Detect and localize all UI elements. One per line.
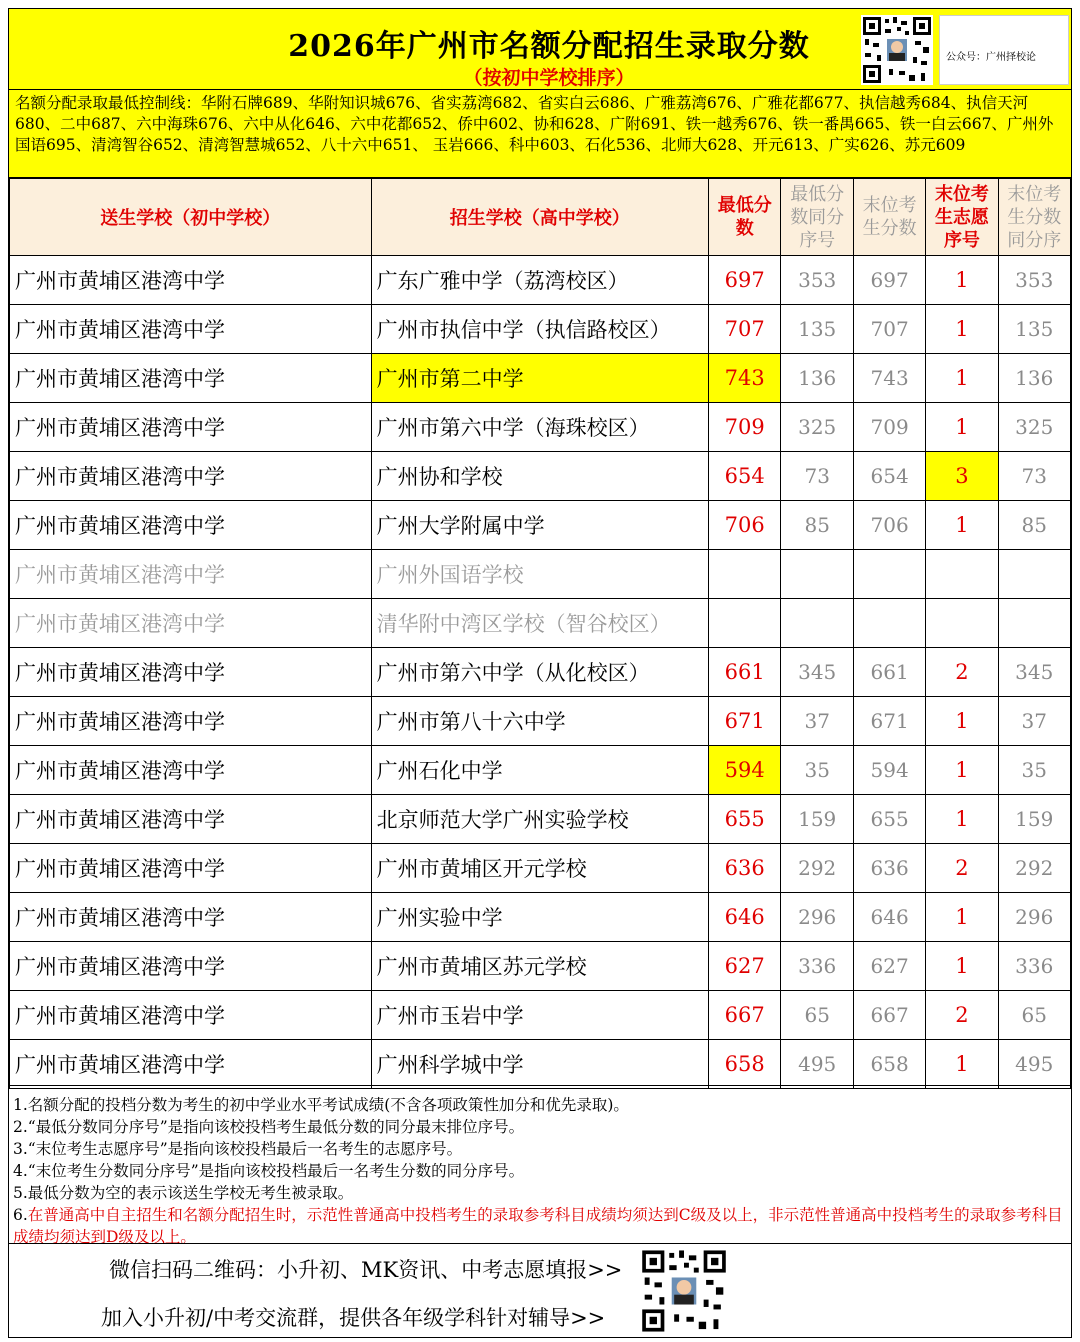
min-rank-cell: 296 bbox=[781, 893, 853, 942]
score-sheet bbox=[8, 8, 1072, 1338]
note-4: 4.“末位考生分数同分序号”是指向该校投档最后一名考生分数的同分序号。 bbox=[13, 1162, 525, 1180]
header-send-school: 送生学校（初中学校） bbox=[10, 179, 372, 256]
send-school-cell: 广州市黄埔区港湾中学 bbox=[10, 501, 372, 550]
send-school-cell: 广州市黄埔区港湾中学 bbox=[10, 697, 372, 746]
send-school-cell: 广州市黄埔区港湾中学 bbox=[10, 795, 372, 844]
min-score-cell: 654 bbox=[708, 452, 780, 501]
recv-school-cell: 广州石化中学 bbox=[371, 746, 708, 795]
min-rank-cell: 35 bbox=[781, 746, 853, 795]
send-school-cell: 广州市黄埔区港湾中学 bbox=[10, 452, 372, 501]
footer bbox=[9, 1243, 1071, 1338]
min-score-notice: 名额分配录取最低控制线：华附石牌689、华附知识城676、省实荔湾682、省实白云686、广雅荔湾676、广雅花都677、执信越秀684、执信天河680、二中687、六中海珠676、六中从化646、六中花都652、侨中602、协和628、广附691、铁一越秀676、铁一番禺665、铁一白云667、广州外国语695、清湾智谷652、清湾智慧城652、八十六中651、 玉岩666、科中603、石化536、北师大628、开元613、广实626、苏元609 bbox=[9, 90, 1071, 178]
last-choice-cell: 1 bbox=[926, 1040, 998, 1089]
min-rank-cell: 65 bbox=[781, 991, 853, 1040]
table-row bbox=[10, 795, 1071, 844]
last-rank-cell: 336 bbox=[998, 942, 1071, 991]
recv-school-cell: 广州科学城中学 bbox=[371, 1040, 708, 1089]
last-choice-cell: 2 bbox=[926, 648, 998, 697]
min-rank-cell bbox=[781, 550, 853, 599]
table-row bbox=[10, 599, 1071, 648]
min-rank-cell: 345 bbox=[781, 648, 853, 697]
last-rank-cell: 325 bbox=[998, 403, 1071, 452]
table-row bbox=[10, 550, 1071, 599]
last-score-cell: 743 bbox=[853, 354, 925, 403]
last-score-cell: 658 bbox=[853, 1040, 925, 1089]
header-min-score: 最低分数 bbox=[708, 179, 780, 256]
notes-section bbox=[9, 1085, 1071, 1246]
last-rank-cell bbox=[998, 599, 1071, 648]
min-score-cell bbox=[708, 599, 780, 648]
note-2: 2.“最低分数同分序号”是指向该校投档考生最低分数的同分最末排位序号。 bbox=[13, 1118, 525, 1136]
last-score-cell: 706 bbox=[853, 501, 925, 550]
min-rank-cell: 495 bbox=[781, 1040, 853, 1089]
send-school-cell: 广州市黄埔区港湾中学 bbox=[10, 256, 372, 305]
last-choice-cell: 2 bbox=[926, 991, 998, 1040]
header-last-choice: 末位考生志愿序号 bbox=[926, 179, 998, 256]
last-score-cell: 594 bbox=[853, 746, 925, 795]
min-score-cell: 658 bbox=[708, 1040, 780, 1089]
min-rank-cell: 136 bbox=[781, 354, 853, 403]
min-score-cell: 671 bbox=[708, 697, 780, 746]
min-score-cell: 667 bbox=[708, 991, 780, 1040]
min-score-cell: 646 bbox=[708, 893, 780, 942]
last-choice-cell: 1 bbox=[926, 354, 998, 403]
min-score-cell: 594 bbox=[708, 746, 780, 795]
send-school-cell: 广州市黄埔区港湾中学 bbox=[10, 599, 372, 648]
page-title: 2026年广州市名额分配招生录取分数 bbox=[288, 29, 810, 64]
table-row bbox=[10, 697, 1071, 746]
recv-school-cell: 广州大学附属中学 bbox=[371, 501, 708, 550]
recv-school-cell: 清华附中湾区学校（智谷校区） bbox=[371, 599, 708, 648]
header-min-rank: 最低分数同分序号 bbox=[781, 179, 853, 256]
recv-school-cell: 广州外国语学校 bbox=[371, 550, 708, 599]
header-last-score: 末位考生分数 bbox=[853, 179, 925, 256]
last-choice-cell bbox=[926, 599, 998, 648]
admission-table bbox=[9, 178, 1071, 1089]
recv-school-cell: 广州市第八十六中学 bbox=[371, 697, 708, 746]
table-row bbox=[10, 452, 1071, 501]
recv-school-cell: 广州实验中学 bbox=[371, 893, 708, 942]
last-choice-cell: 2 bbox=[926, 844, 998, 893]
page-subtitle: （按初中学校排序） bbox=[463, 67, 635, 89]
min-score-cell bbox=[708, 550, 780, 599]
wechat-account-label: 公众号：广州择校论 bbox=[939, 15, 1069, 85]
table-row bbox=[10, 305, 1071, 354]
last-score-cell: 667 bbox=[853, 991, 925, 1040]
last-choice-cell: 3 bbox=[926, 452, 998, 501]
min-score-cell: 707 bbox=[708, 305, 780, 354]
header-recv-school: 招生学校（高中学校） bbox=[371, 179, 708, 256]
last-rank-cell: 135 bbox=[998, 305, 1071, 354]
last-score-cell: 654 bbox=[853, 452, 925, 501]
send-school-cell: 广州市黄埔区港湾中学 bbox=[10, 893, 372, 942]
last-score-cell: 709 bbox=[853, 403, 925, 452]
table-row bbox=[10, 648, 1071, 697]
note-5: 5.最低分数为空的表示该送生学校无考生被录取。 bbox=[13, 1184, 354, 1202]
last-score-cell: 646 bbox=[853, 893, 925, 942]
last-choice-cell: 1 bbox=[926, 403, 998, 452]
min-score-cell: 636 bbox=[708, 844, 780, 893]
send-school-cell: 广州市黄埔区港湾中学 bbox=[10, 403, 372, 452]
recv-school-cell: 广州市玉岩中学 bbox=[371, 991, 708, 1040]
last-rank-cell: 35 bbox=[998, 746, 1071, 795]
last-rank-cell: 495 bbox=[998, 1040, 1071, 1089]
note-3: 3.“末位考生志愿序号”是指向该校投档最后一名考生的志愿序号。 bbox=[13, 1140, 463, 1158]
last-choice-cell bbox=[926, 550, 998, 599]
title-bar bbox=[9, 9, 1071, 90]
footer-group-text: 加入小升初/中考交流群，提供各年级学科针对辅导>> bbox=[101, 1306, 606, 1330]
table-row bbox=[10, 1040, 1071, 1089]
table-row bbox=[10, 501, 1071, 550]
last-score-cell: 655 bbox=[853, 795, 925, 844]
send-school-cell: 广州市黄埔区港湾中学 bbox=[10, 305, 372, 354]
min-score-cell: 661 bbox=[708, 648, 780, 697]
table-row bbox=[10, 893, 1071, 942]
min-score-cell: 709 bbox=[708, 403, 780, 452]
send-school-cell: 广州市黄埔区港湾中学 bbox=[10, 354, 372, 403]
min-score-cell: 697 bbox=[708, 256, 780, 305]
recv-school-cell: 广州市第二中学 bbox=[371, 354, 708, 403]
qr-code-icon[interactable] bbox=[861, 15, 933, 85]
send-school-cell: 广州市黄埔区港湾中学 bbox=[10, 550, 372, 599]
min-rank-cell: 336 bbox=[781, 942, 853, 991]
last-rank-cell: 65 bbox=[998, 991, 1071, 1040]
note-6 bbox=[13, 1204, 1067, 1248]
send-school-cell: 广州市黄埔区港湾中学 bbox=[10, 1040, 372, 1089]
last-score-cell: 636 bbox=[853, 844, 925, 893]
last-score-cell bbox=[853, 550, 925, 599]
last-choice-cell: 1 bbox=[926, 256, 998, 305]
min-rank-cell: 325 bbox=[781, 403, 853, 452]
min-rank-cell: 37 bbox=[781, 697, 853, 746]
note-1: 1.名额分配的投档分数为考生的初中学业水平考试成绩(不含各项政策性加分和优先录取)。 bbox=[13, 1096, 629, 1114]
min-score-cell: 627 bbox=[708, 942, 780, 991]
last-rank-cell: 296 bbox=[998, 893, 1071, 942]
send-school-cell: 广州市黄埔区港湾中学 bbox=[10, 942, 372, 991]
recv-school-cell: 广州市黄埔区苏元学校 bbox=[371, 942, 708, 991]
last-rank-cell: 353 bbox=[998, 256, 1071, 305]
table-header-row bbox=[10, 179, 1071, 256]
recv-school-cell: 广东广雅中学（荔湾校区） bbox=[371, 256, 708, 305]
note-6-text: 在普通高中自主招生和名额分配招生时，示范性普通高中投档考生的录取参考科目成绩均须达到C级及以上，非示范性普通高中投档考生的录取参考科目成绩均须达到D级及以上。 bbox=[13, 1206, 1063, 1246]
min-rank-cell: 135 bbox=[781, 305, 853, 354]
send-school-cell: 广州市黄埔区港湾中学 bbox=[10, 648, 372, 697]
send-school-cell: 广州市黄埔区港湾中学 bbox=[10, 844, 372, 893]
min-rank-cell: 85 bbox=[781, 501, 853, 550]
last-score-cell bbox=[853, 599, 925, 648]
min-score-cell: 655 bbox=[708, 795, 780, 844]
last-rank-cell: 345 bbox=[998, 648, 1071, 697]
header-last-rank: 末位考生分数同分序 bbox=[998, 179, 1071, 256]
table-row bbox=[10, 354, 1071, 403]
last-rank-cell: 73 bbox=[998, 452, 1071, 501]
last-rank-cell: 292 bbox=[998, 844, 1071, 893]
table-row bbox=[10, 942, 1071, 991]
min-rank-cell: 159 bbox=[781, 795, 853, 844]
min-rank-cell: 73 bbox=[781, 452, 853, 501]
table-row bbox=[10, 746, 1071, 795]
min-score-cell: 743 bbox=[708, 354, 780, 403]
min-rank-cell bbox=[781, 599, 853, 648]
last-rank-cell: 159 bbox=[998, 795, 1071, 844]
last-rank-cell: 85 bbox=[998, 501, 1071, 550]
last-choice-cell: 1 bbox=[926, 942, 998, 991]
table-row bbox=[10, 991, 1071, 1040]
footer-qr-text: 微信扫码二维码：小升初、MK资讯、中考志愿填报>> bbox=[109, 1258, 623, 1282]
table-row bbox=[10, 403, 1071, 452]
min-score-cell: 706 bbox=[708, 501, 780, 550]
send-school-cell: 广州市黄埔区港湾中学 bbox=[10, 746, 372, 795]
min-rank-cell: 292 bbox=[781, 844, 853, 893]
recv-school-cell: 广州协和学校 bbox=[371, 452, 708, 501]
min-rank-cell: 353 bbox=[781, 256, 853, 305]
last-choice-cell: 1 bbox=[926, 697, 998, 746]
note-6-number: 6. bbox=[13, 1206, 28, 1224]
last-score-cell: 671 bbox=[853, 697, 925, 746]
send-school-cell: 广州市黄埔区港湾中学 bbox=[10, 991, 372, 1040]
recv-school-cell: 广州市执信中学（执信路校区） bbox=[371, 305, 708, 354]
last-choice-cell: 1 bbox=[926, 305, 998, 354]
last-score-cell: 707 bbox=[853, 305, 925, 354]
last-score-cell: 661 bbox=[853, 648, 925, 697]
last-rank-cell: 37 bbox=[998, 697, 1071, 746]
last-choice-cell: 1 bbox=[926, 795, 998, 844]
table-row bbox=[10, 256, 1071, 305]
last-choice-cell: 1 bbox=[926, 501, 998, 550]
last-rank-cell bbox=[998, 550, 1071, 599]
last-score-cell: 697 bbox=[853, 256, 925, 305]
recv-school-cell: 广州市第六中学（海珠校区） bbox=[371, 403, 708, 452]
table-body bbox=[10, 256, 1071, 1089]
recv-school-cell: 北京师范大学广州实验学校 bbox=[371, 795, 708, 844]
recv-school-cell: 广州市第六中学（从化校区） bbox=[371, 648, 708, 697]
qr-code-icon[interactable] bbox=[639, 1248, 729, 1334]
last-score-cell: 627 bbox=[853, 942, 925, 991]
last-choice-cell: 1 bbox=[926, 893, 998, 942]
last-choice-cell: 1 bbox=[926, 746, 998, 795]
table-row bbox=[10, 844, 1071, 893]
last-rank-cell: 136 bbox=[998, 354, 1071, 403]
recv-school-cell: 广州市黄埔区开元学校 bbox=[371, 844, 708, 893]
